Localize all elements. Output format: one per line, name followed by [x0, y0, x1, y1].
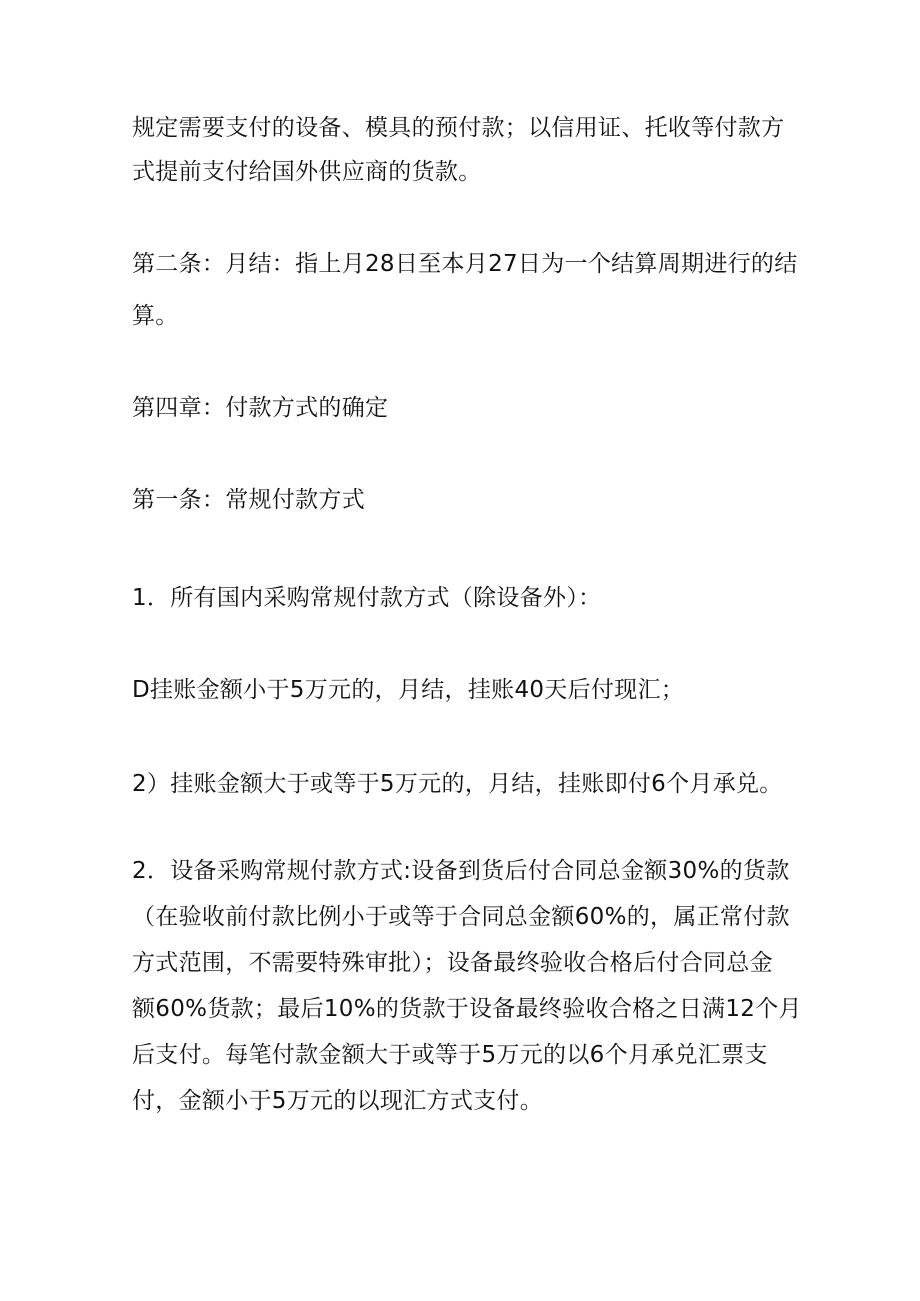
text-line: 第一条：常规付款方式 — [132, 487, 365, 513]
text-line: 额60%货款；最后10%的货款于设备最终验收合格之日满12个月 — [132, 996, 802, 1022]
subitem-2-over-50k — [132, 762, 812, 806]
text-line: 2．设备采购常规付款方式:设备到货后付合同总金额30%的货款 — [132, 858, 790, 884]
chapter-4-heading — [132, 386, 812, 430]
text-line: 算。 — [132, 303, 179, 329]
text-line: 1．所有国内采购常规付款方式（除设备外）： — [132, 585, 602, 611]
text-line: 后支付。每笔付款金额大于或等于5万元的以6个月承兑汇票支 — [132, 1042, 768, 1068]
item-1-domestic-procurement — [132, 576, 812, 620]
subitem-1-under-50k — [132, 668, 812, 712]
text-line: 方式范围，不需要特殊审批）；设备最终验收合格后付合同总金 — [132, 950, 773, 976]
item-2-equipment-procurement — [132, 848, 812, 1124]
text-line: 2）挂账金额大于或等于5万元的，月结，挂账即付6个月承兑。 — [132, 771, 783, 797]
text-line: 付，金额小于5万元的以现汇方式支付。 — [132, 1088, 544, 1114]
paragraph-article-2-monthly-settlement — [132, 238, 812, 342]
text-line: （在验收前付款比例小于或等于合同总金额60%的，属正常付款 — [132, 904, 790, 930]
paragraph-prepayment-definition — [132, 106, 812, 194]
text-line: 第四章：付款方式的确定 — [132, 395, 389, 421]
article-1-heading — [132, 478, 812, 522]
text-line: 式提前支付给国外供应商的货款。 — [132, 159, 482, 185]
text-line: 第二条：月结：指上月28日至本月27日为一个结算周期进行的结 — [132, 251, 798, 277]
text-line: 规定需要支付的设备、模具的预付款；以信用证、托收等付款方 — [132, 115, 785, 141]
text-line: D挂账金额小于5万元的，月结，挂账40天后付现汇； — [132, 677, 685, 703]
